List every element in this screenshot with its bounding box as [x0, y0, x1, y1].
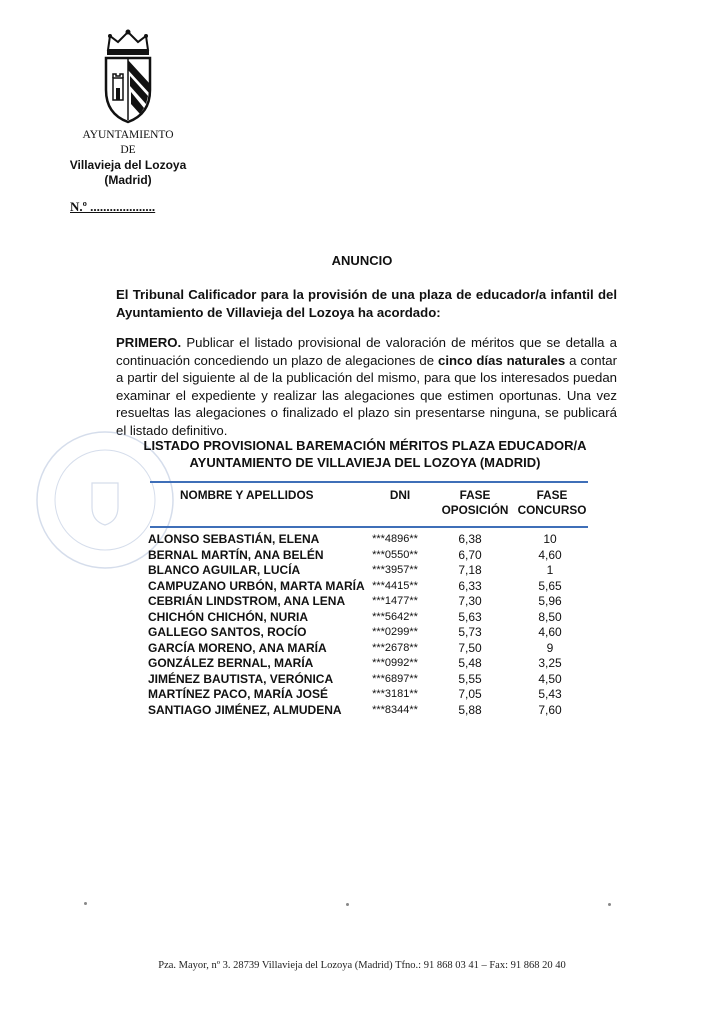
cell-name: ALONSO SEBASTIÁN, ELENA	[148, 532, 320, 546]
listing-title	[120, 437, 610, 471]
primero-text-b: a contar a partir del siguiente al de la publicación del mismo, para que los interesados puedan examinar el expediente y realizar las alegaciones que estimen oportunas. Una vez resueltas las alegaciones o finalizado el plazo sin presentarse ninguna, se publicará el listado definitivo.	[116, 352, 617, 438]
cell-dni: ***5642**	[372, 610, 418, 623]
column-header-concurso-line2: CONCURSO	[517, 503, 587, 517]
cell-oposicion: 7,30	[458, 594, 482, 608]
table-top-rule	[150, 481, 588, 483]
column-header-dni: DNI	[389, 488, 411, 502]
cell-name: GALLEGO SANTOS, ROCÍO	[148, 625, 307, 639]
municipal-crest-logo	[100, 28, 156, 124]
scan-speck	[84, 902, 87, 905]
cell-concurso: 5,43	[538, 687, 562, 701]
cell-name: CEBRIÁN LINDSTROM, ANA LENA	[148, 594, 346, 608]
table-row	[0, 563, 724, 579]
cell-concurso: 5,96	[538, 594, 562, 608]
table-row	[0, 579, 724, 595]
cell-oposicion: 6,38	[458, 532, 482, 546]
cell-concurso: 4,50	[538, 671, 562, 686]
column-header-concurso	[512, 488, 592, 518]
cell-oposicion: 7,50	[458, 640, 482, 655]
cell-oposicion: 6,70	[458, 547, 482, 562]
cell-dni: ***3957**	[372, 564, 418, 576]
cell-oposicion: 7,18	[458, 563, 482, 577]
header-town: Villavieja del Lozoya	[69, 158, 187, 172]
cell-dni: ***1477**	[372, 595, 418, 607]
cell-dni: ***0992**	[372, 657, 418, 669]
column-header-concurso-line1: FASE	[536, 488, 568, 502]
reference-number-line: N.º ....................	[70, 199, 156, 214]
cell-concurso: 10	[543, 532, 557, 546]
scan-speck	[346, 903, 349, 906]
cell-name: SANTIAGO JIMÉNEZ, ALMUDENA	[148, 702, 342, 717]
column-header-oposicion	[435, 488, 515, 518]
column-header-name: NOMBRE Y APELLIDOS	[180, 488, 314, 502]
header-province: (Madrid)	[104, 173, 152, 187]
results-table-body	[0, 532, 724, 722]
cell-name: CHICHÓN CHICHÓN, NURIA	[148, 609, 308, 624]
cell-concurso: 9	[546, 640, 554, 655]
cell-oposicion: 6,33	[458, 578, 482, 593]
announcement-title: ANUNCIO	[331, 253, 393, 268]
table-row	[0, 548, 724, 564]
cell-name: CAMPUZANO URBÓN, MARTA MARÍA	[148, 578, 365, 593]
column-header-oposicion-line2: OPOSICIÓN	[441, 503, 509, 517]
footer-address: Pza. Mayor, nº 3. 28739 Villavieja del Lozoya (Madrid) Tfno.: 91 868 03 41 – Fax: 91 868 20 40	[158, 960, 566, 971]
table-row	[0, 687, 724, 703]
cell-concurso: 4,60	[538, 547, 562, 562]
cell-dni: ***2678**	[372, 641, 418, 654]
cell-name: BERNAL MARTÍN, ANA BELÉN	[148, 547, 324, 562]
cell-concurso: 5,65	[538, 578, 562, 593]
cell-name: GARCÍA MORENO, ANA MARÍA	[148, 640, 327, 655]
cell-dni: ***8344**	[372, 703, 418, 716]
cell-oposicion: 5,55	[458, 671, 482, 686]
cell-oposicion: 5,48	[458, 656, 482, 670]
table-row	[0, 703, 724, 719]
table-row	[0, 641, 724, 657]
primero-label: PRIMERO.	[116, 335, 182, 350]
cell-dni: ***3181**	[372, 688, 418, 700]
cell-concurso: 3,25	[538, 656, 562, 670]
column-header-oposicion-line1: FASE	[459, 488, 491, 502]
primero-text-a: Publicar el listado provisional de valoración de méritos que se detalla a continuación concediendo un plazo de alegaciones de	[116, 335, 617, 368]
cell-dni: ***4415**	[372, 579, 418, 592]
cell-concurso: 4,60	[538, 625, 562, 639]
cell-name: MARTÍNEZ PACO, MARÍA JOSÉ	[148, 687, 329, 701]
cell-concurso: 7,60	[538, 702, 562, 717]
municipality-header	[60, 128, 196, 188]
cell-oposicion: 5,63	[458, 609, 482, 624]
table-row	[0, 672, 724, 688]
listing-title-line2: AYUNTAMIENTO DE VILLAVIEJA DEL LOZOYA (MADRID)	[189, 455, 541, 470]
table-row	[0, 656, 724, 672]
cell-name: JIMÉNEZ BAUTISTA, VERÓNICA	[148, 671, 334, 686]
table-row	[0, 594, 724, 610]
cell-oposicion: 5,73	[458, 625, 482, 639]
cell-name: BLANCO AGUILAR, LUCÍA	[148, 563, 301, 577]
table-row	[0, 610, 724, 626]
announcement-intro: El Tribunal Calificador para la provisión de una plaza de educador/a infantil del Ayuntamiento de Villavieja del Lozoya ha acordado:	[116, 287, 617, 320]
header-line-de: DE	[120, 144, 136, 156]
cell-dni: ***0299**	[372, 626, 418, 638]
cell-dni: ***4896**	[372, 533, 418, 545]
table-header-rule	[150, 526, 588, 528]
listing-title-line1: LISTADO PROVISIONAL BAREMACIÓN MÉRITOS PLAZA EDUCADOR/A	[143, 438, 587, 453]
table-row	[0, 532, 724, 548]
cell-oposicion: 5,88	[458, 702, 482, 717]
scan-speck	[608, 903, 611, 906]
table-row	[0, 625, 724, 641]
cell-concurso: 8,50	[538, 609, 562, 624]
cell-name: GONZÁLEZ BERNAL, MARÍA	[148, 656, 314, 670]
cell-oposicion: 7,05	[458, 687, 482, 701]
announcement-primero	[116, 334, 617, 439]
cell-dni: ***6897**	[372, 672, 418, 685]
primero-deadline: cinco días naturales	[437, 352, 566, 368]
cell-concurso: 1	[546, 563, 554, 577]
cell-dni: ***0550**	[372, 548, 418, 561]
header-line-ayuntamiento: AYUNTAMIENTO	[82, 129, 174, 141]
